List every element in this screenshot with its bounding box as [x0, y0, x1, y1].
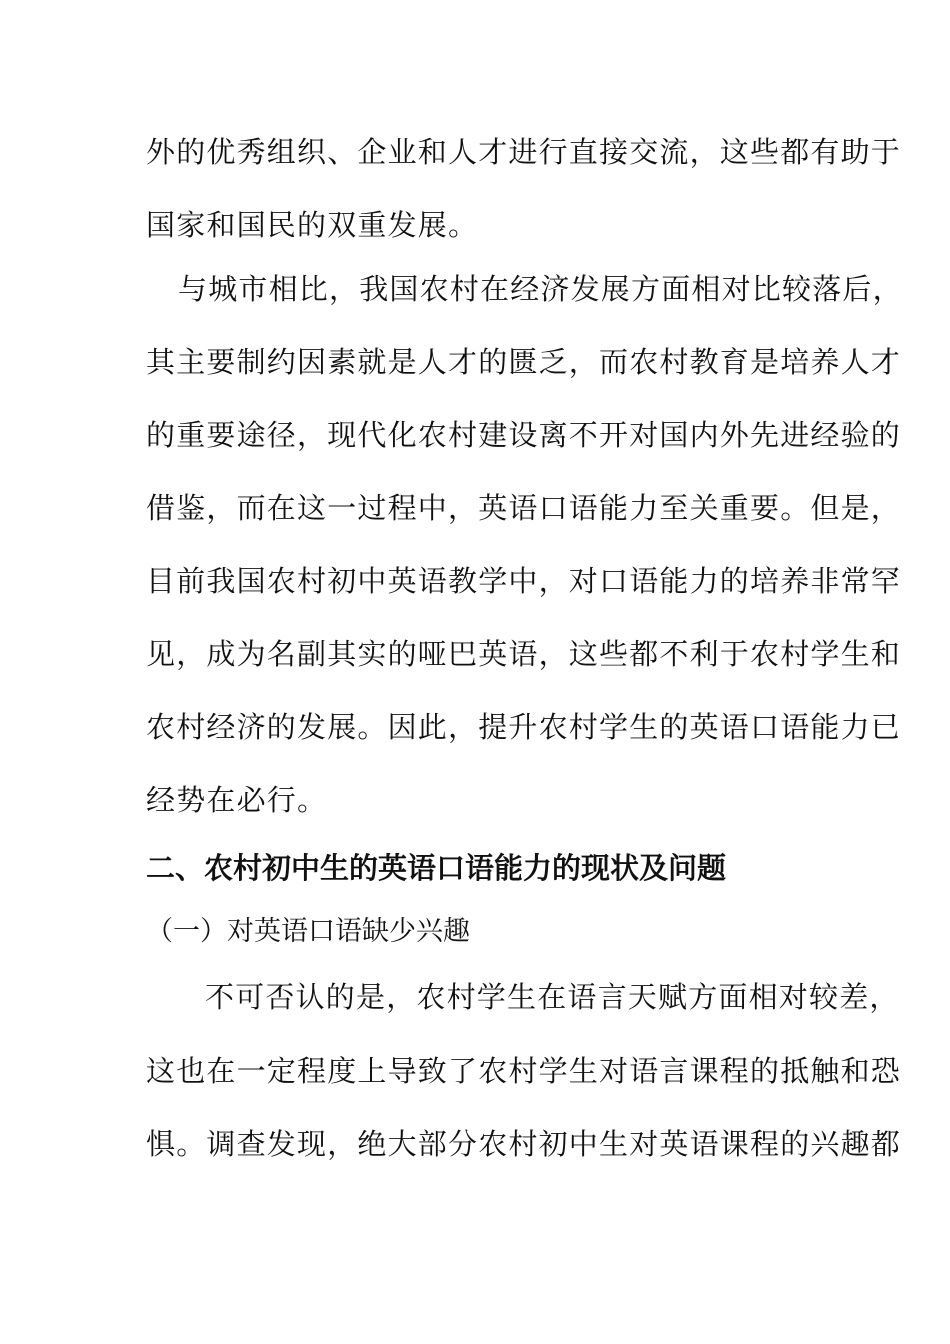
- paragraph-2-line-8: 经势在必行。: [146, 783, 328, 817]
- paragraph-3-line-2: 这也在一定程度上导致了农村学生对语言课程的抵触和恐: [146, 1054, 902, 1088]
- paragraph-2-line-5: 目前我国农村初中英语教学中，对口语能力的培养非常罕: [146, 564, 902, 598]
- paragraph-1-line-1: 外的优秀组织、企业和人才进行直接交流，这些都有助于: [146, 135, 902, 169]
- paragraph-2-line-3: 的重要途径，现代化农村建设离不开对国内外先进经验的: [146, 418, 902, 452]
- subsection-heading: （一）对英语口语缺少兴趣: [146, 916, 470, 947]
- section-heading: 二、农村初中生的英语口语能力的现状及问题: [146, 851, 727, 885]
- paragraph-3-line-1: 不可否认的是，农村学生在语言天赋方面相对较差，: [205, 980, 900, 1014]
- paragraph-2-line-2: 其主要制约因素就是人才的匮乏，而农村教育是培养人才: [146, 345, 902, 379]
- paragraph-3-line-3: 惧。调查发现，绝大部分农村初中生对英语课程的兴趣都: [146, 1127, 902, 1161]
- paragraph-1-line-2: 国家和国民的双重发展。: [146, 208, 479, 242]
- paragraph-2-line-7: 农村经济的发展。因此，提升农村学生的英语口语能力已: [146, 710, 902, 744]
- paragraph-2-line-1: 与城市相比，我国农村在经济发展方面相对比较落后，: [178, 272, 903, 306]
- paragraph-2-line-6: 见，成为名副其实的哑巴英语，这些都不利于农村学生和: [146, 637, 902, 671]
- paragraph-2-line-4: 借鉴，而在这一过程中，英语口语能力至关重要。但是，: [146, 491, 902, 525]
